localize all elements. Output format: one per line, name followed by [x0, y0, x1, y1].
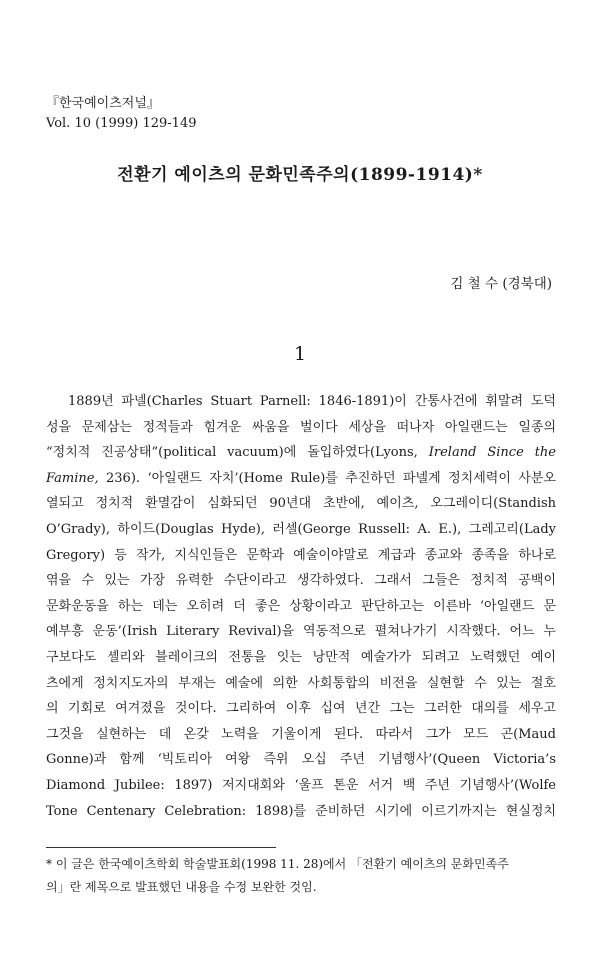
body-line: 츠에게 정치지도자의 부재는 예술에 의한 사회통합의 비전을 실현할 수 있는 절호: [46, 675, 556, 691]
body-line: Tone Centenary Celebration: 1898)를 준비하던 시기에 이르기까지는 현실정치: [46, 803, 556, 819]
body-line: O’Grady), 하이드(Douglas Hyde), 러셀(George Russell: A. E.), 그레고리(Lady: [46, 521, 556, 537]
page-title: 전환기 예이츠의 문화민족주의(1899-1914)*: [117, 165, 483, 185]
body-line: 예부흥 운동’(Irish Literary Revival)을 역동적으로 펼쳐나가기 시작했다. 어느 누: [46, 624, 556, 640]
body-line: 그것을 실현하는 데 온갖 노력을 기울이게 된다. 따라서 그가 모드 곤(Maud: [46, 726, 556, 742]
body-line: 의 기회로 여겨졌을 것이다. 그리하여 이후 십여 년간 그는 그러한 대의를 세우고: [46, 701, 556, 717]
footnote: [46, 853, 556, 899]
journal-name: 『한국예이츠저널』: [46, 96, 160, 111]
footnote-line: * 이 글은 한국예이츠학회 학술발표회(1998 11. 28)에서 「전환기 예이츠의 문화민족주: [46, 857, 509, 871]
section-number: 1: [293, 343, 307, 365]
body-line: Gregory) 등 작가, 지식인들은 문학과 예술이야말로 계급과 종교와 종족을 하나로: [46, 547, 556, 563]
body-line: “정치적 진공상태”(political vacuum)에 돌입하였다(Lyons, Ireland Since the: [46, 445, 556, 461]
body-line: 1889년 파넬(Charles Stuart Parnell: 1846-1891)이 간통사건에 휘말려 도덕: [68, 394, 556, 409]
body-line: 구보다도 셸리와 블레이크의 전통을 잇는 낭만적 예술가가 되려고 노력했던 예이: [46, 649, 556, 665]
body-line: Gonne)과 함께 ‘빅토리아 여왕 즉위 오십 주년 기념행사’(Queen Victoria’s: [46, 752, 556, 768]
body-line: Famine, 236). ‘아일랜드 자치’(Home Rule)를 추진하던 파넬계 정치세력이 사분오: [46, 470, 556, 486]
body-line: 열되고 정치적 환멸감이 심화되던 90년대 초반에, 예이츠, 오그레이디(Standish: [46, 496, 556, 512]
footnote-divider: [46, 847, 276, 848]
author-line: 김 철 수 (경북대): [450, 276, 552, 292]
footnote-line: 의」란 제목으로 발표했던 내용을 수정 보완한 것임.: [46, 880, 317, 894]
journal-header: [46, 94, 197, 134]
body-line: 엮을 수 있는 가장 유력한 수단이라고 생각하였다. 그래서 그들은 정치적 공백이: [46, 573, 556, 589]
body-text: [46, 389, 556, 824]
body-line: 성을 문제삼는 정적들과 힘겨운 싸움을 벌이다 세상을 떠나자 아일랜드는 일종의: [46, 419, 556, 435]
body-line: 문화운동을 하는 데는 오히려 더 좋은 상황이라고 판단하고는 이른바 ‘아일랜드 문: [46, 598, 556, 614]
journal-issue: Vol. 10 (1999) 129-149: [46, 116, 197, 131]
body-line: Diamond Jubilee: 1897) 저지대회와 ‘울프 톤운 서거 백 주년 기념행사’(Wolfe: [46, 777, 556, 793]
